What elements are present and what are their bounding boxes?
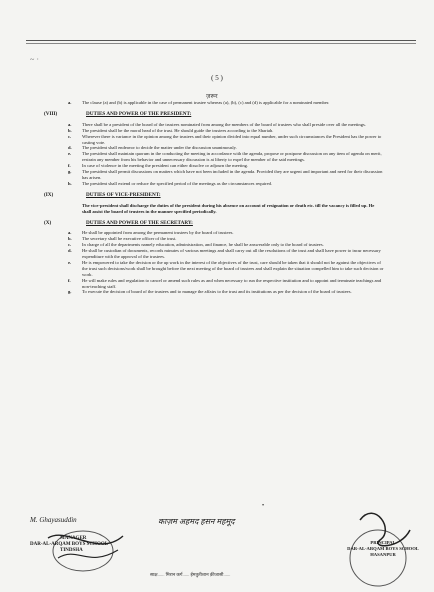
section-heading: [40, 221, 384, 227]
signature-left: M. Ghayasuddin: [30, 516, 77, 524]
clause-text: He shall be appointed from among the permanent trustees by the board of trustees.: [82, 230, 234, 236]
clause-letter: b.: [68, 236, 72, 242]
clause-item: [40, 151, 384, 163]
ink-dot: •: [262, 503, 265, 509]
section-paragraph: The vice-president shall discharge the duties of the president during his absence on account of resignation or death etc. till the vacancy is filled up. He shall assist the board of trustees in the manner specified periodically.: [82, 202, 375, 214]
clause-text: He shall be custodian of documents, records minutes of various meetings and shall carry out all the resolutions of the trust and shall have power to incur necessary expenditure with the approval of the trustees.: [82, 248, 381, 260]
handwritten-note: ज़रूर: [206, 94, 218, 100]
clause-letter: c.: [68, 242, 72, 248]
section-title: DUTIES AND POWER OF THE SECRETARY:: [86, 219, 193, 226]
clause-letter: d.: [68, 145, 72, 151]
top-rule-secondary: [26, 43, 416, 44]
clause-letter: c.: [68, 133, 72, 139]
clause-text: In charge of all the departments namely education, administration, and finance, he shall be answerable only to the board of trustees.: [82, 242, 324, 248]
section-title: DUTIES OF VICE-PRESIDENT:: [86, 191, 161, 198]
clause-text: To execute the decision of board of the trustees and to manage the affairs to the trust and its institutions as per the decision of the board of trustees.: [82, 289, 352, 295]
clause-letter: a.: [68, 100, 72, 105]
stamp-right-line-3: HASANPUR: [370, 552, 396, 557]
sections: [40, 112, 384, 295]
section-heading: [40, 193, 384, 199]
top-rule: [26, 40, 416, 41]
clause-letter: f.: [68, 277, 71, 283]
clause-letter: b.: [68, 127, 72, 133]
principal-stamp-text: [344, 540, 422, 558]
clause-letter: g.: [68, 289, 72, 295]
clause-text: The president shall be the moral head of the trust. He should guide the trustees according to the Shariah.: [82, 127, 274, 133]
stamp-left-line-1: MANAGER: [60, 536, 87, 541]
clause-letter: a.: [68, 230, 72, 236]
document-body: [40, 100, 384, 295]
clause-letter: h.: [68, 180, 72, 186]
clause-item: [40, 134, 384, 146]
witness-line: साक्ष...... मिरान कर्ग...... ईमत्रुतीशान क़ीजासी......: [150, 572, 231, 577]
stamp-left-line-2: DAR-AL-ARQAM BOYS SCHOOL: [30, 542, 109, 547]
clause-item: [40, 278, 384, 290]
section-number: (X): [44, 219, 52, 226]
clause-text: In case of violence in the meeting the president can either dissolve or adjourn the meeting.: [82, 163, 249, 169]
stamp-right-line-2: DAR-AL-ARQAM BOYS SCHOOL: [347, 546, 419, 551]
clause-text: He is empowered to take the decision or the up work in the interest of the objectives of the trust, care should be taken that it should not be against the objectives of the trust such decisions/work shall be brought before the next meeting of the board of trustees and shall explain the situation compelled him to take such decision or work.: [82, 259, 384, 277]
clause-letter: f.: [68, 163, 71, 169]
clause-letter: d.: [68, 248, 72, 254]
clause-item: [40, 169, 384, 181]
clause-text: The president shall maintain quorum in the conducting the meeting in accordance with the agenda, propose or postpone discussion on any item of agenda on merit, restrain any member from his behavior and unnecessary discussion is at liberty to expel the member of the said meetings.: [82, 151, 382, 163]
clause-letter: a.: [68, 121, 72, 127]
page-number: ( 5 ): [211, 74, 223, 82]
clause-text: There shall be a president of the board of the trustees nominated from among the members of the board of trustees who shall preside over all the meetings.: [82, 121, 366, 127]
manager-stamp-text: [30, 536, 140, 554]
clause-letter: g.: [68, 169, 72, 175]
section-heading: [40, 112, 384, 118]
margin-marks: ~ ·: [30, 55, 39, 64]
clause-text: He will make rules and regulation to cancel or amend such rules as and when necessary to run the respective institution and to appoint and terminate teachings and non-teaching staff.: [82, 277, 382, 289]
intro-items: [40, 100, 384, 106]
clause-letter: e.: [68, 259, 72, 265]
stamp-left-line-3: TINDSHA: [60, 548, 83, 553]
section-number: (IX): [44, 191, 54, 198]
clause-text: The president shall extend or reduce the specified period of the meetings as the circumstances required.: [82, 180, 273, 186]
clause-item: [40, 289, 384, 295]
section-number: (VIII): [44, 110, 58, 117]
signature-middle: काज़म अहमद हसन महमूद: [158, 517, 235, 526]
clause-text: The secretary shall be executive officer of the trust.: [82, 236, 177, 242]
clause-item: [40, 248, 384, 260]
stamp-right-line-1: PRINCIPAL: [370, 540, 396, 545]
clause-item: [40, 181, 384, 187]
clause-text: The president shall endeavor to decide the matter under the discussion unanimously.: [82, 145, 237, 151]
clause-text: The president shall permit discussions on matters which have not been included in the agenda. Provided they are urgent and important and need for their discussion has arisen.: [82, 169, 383, 180]
clause-text: The clause (a) and (b) is applicable in the case of permanent trustee whereas (a), (b), (c) and (d) is applicable for a nominated member.: [82, 100, 330, 105]
clause-text: Wherever there is variance in the opinion among the trustees and their opinion divided into equal number, under such circumstances the President has the power to casting vote.: [82, 133, 382, 145]
section-title: DUTIES AND POWER OF THE PRESIDENT:: [86, 110, 192, 117]
clause-letter: e.: [68, 151, 72, 157]
clause-item: [40, 260, 384, 278]
clause-item: [40, 100, 384, 106]
